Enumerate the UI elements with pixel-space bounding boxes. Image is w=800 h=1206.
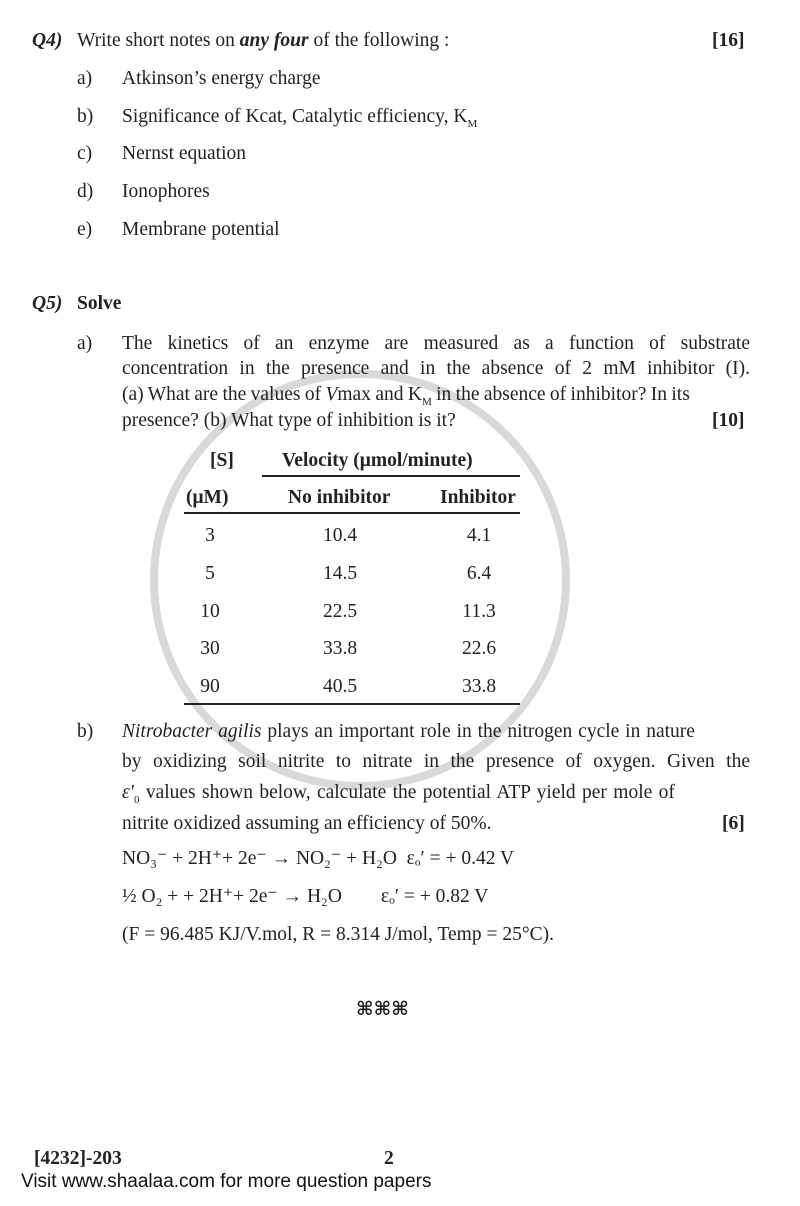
equation-1: NO₃⁻ + 2H⁺+ 2e⁻ → NO₂⁻ + H₂O εₒ′ = + 0.42 V — [122, 848, 515, 869]
q4-text: Write short notes on any four of the following : — [77, 30, 450, 51]
q5a-line: The kinetics of an enzyme are measured as a function of substrate — [122, 333, 750, 354]
q4-item-label: a) — [77, 68, 93, 89]
q4-item: Nernst equation — [122, 143, 247, 165]
cell-inhibitor: 6.4 — [466, 562, 492, 584]
q5a-line: (a) What are the values of Vmax and $K_M$ in the absence of inhibitor? In its — [122, 384, 690, 408]
cell-inhibitor: 33.8 — [461, 676, 497, 698]
q5a-label: a) — [77, 333, 93, 354]
q5b-line: nitrite oxidized assuming an efficiency of 50%. — [122, 813, 492, 834]
q4-item-label: b) — [77, 105, 94, 127]
table-header-s: [S] — [210, 450, 234, 471]
cell-substrate: 10 — [200, 600, 220, 622]
q4-item: Atkinson’s energy charge — [122, 68, 321, 89]
q5b-line: $\varepsilon'_0$ values shown below, calculate the potential ATP yield per mole of — [122, 782, 675, 806]
cell-substrate: 30 — [200, 638, 220, 660]
cell-inhibitor: 22.6 — [461, 638, 497, 660]
header-rule — [184, 512, 520, 514]
cell-substrate: 90 — [200, 676, 220, 698]
q5-number: Q5) — [32, 293, 63, 314]
cell-inhibitor: 11.3 — [462, 600, 496, 622]
q5b-marks: [6] — [722, 813, 745, 834]
q4-number: Q4) — [32, 30, 63, 51]
paper-code: [4232]-203 — [34, 1148, 122, 1169]
q4-item-label: e) — [77, 218, 93, 240]
q5a-line: concentration in the presence and in the absence of 2 mM inhibitor (I). — [122, 358, 750, 379]
cell-inhibitor: 4.1 — [466, 525, 492, 546]
header-rule — [262, 475, 520, 477]
q5b-line: by oxidizing soil nitrite to nitrate in the presence of oxygen. Given the — [122, 751, 750, 772]
equation-2: ½ O₂ + + 2H⁺+ 2e⁻ → H₂O εₒ′ = + 0.82 V — [122, 886, 489, 907]
q4-item-label: c) — [77, 143, 93, 165]
page-number: 2 — [384, 1148, 394, 1169]
q4-item: Membrane potential — [122, 218, 280, 240]
table-header-um: (μM) — [186, 487, 229, 508]
q4-item-label: d) — [77, 181, 94, 203]
q5-title: Solve — [77, 293, 122, 314]
table-header-inhibitor: Inhibitor — [440, 487, 516, 508]
constants: (F = 96.485 KJ/V.mol, R = 8.314 J/mol, Temp = 25°C). — [122, 924, 554, 945]
q5a-marks: [10] — [712, 410, 745, 431]
cell-no-inhibitor: 14.5 — [322, 562, 358, 584]
q5b-label: b) — [77, 721, 94, 742]
q5b-line: Nitrobacter agilis plays an important role in the nitrogen cycle in nature — [122, 721, 695, 742]
visit-link[interactable]: Visit www.shaalaa.com for more question papers — [21, 1171, 432, 1192]
q5a-line: presence? (b) What type of inhibition is it? — [122, 410, 456, 431]
cell-substrate: 3 — [205, 525, 215, 546]
cell-no-inhibitor: 33.8 — [322, 638, 358, 660]
end-mark: ⌘⌘⌘ — [356, 998, 409, 1020]
q4-marks: [16] — [712, 30, 745, 51]
table-header-no-inhibitor: No inhibitor — [288, 487, 391, 508]
cell-no-inhibitor: 40.5 — [322, 676, 358, 698]
cell-no-inhibitor: 10.4 — [322, 525, 358, 546]
cell-no-inhibitor: 22.5 — [322, 600, 358, 622]
q4-item: Ionophores — [122, 181, 210, 203]
q4-item: Significance of Kcat, Catalytic efficiency, $K_M$ — [122, 105, 478, 130]
cell-substrate: 5 — [205, 562, 215, 584]
table-bottom-rule — [184, 703, 520, 705]
table-group-header: Velocity (μmol/minute) — [282, 450, 473, 471]
